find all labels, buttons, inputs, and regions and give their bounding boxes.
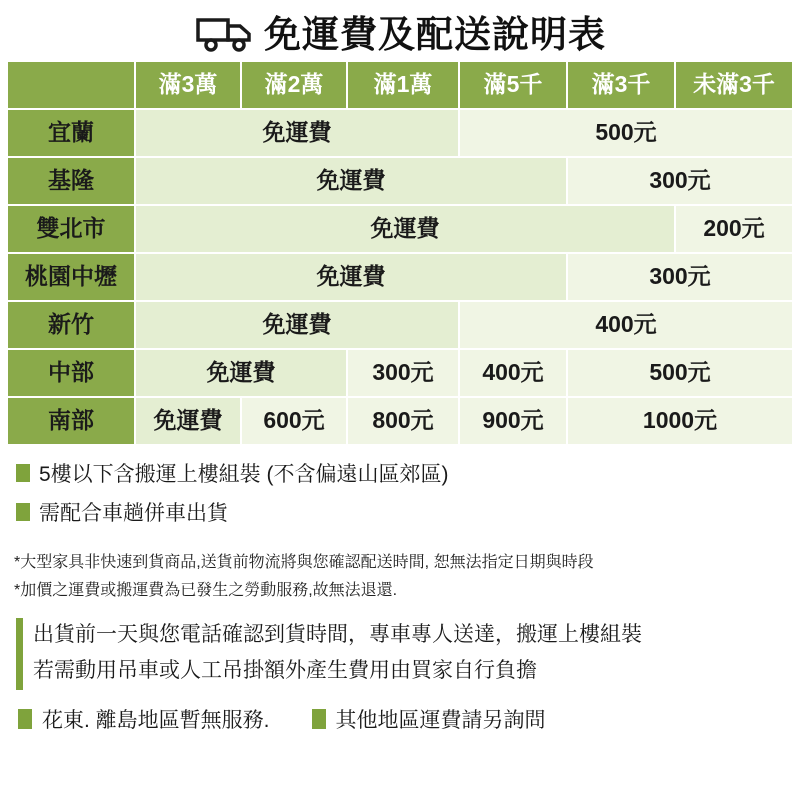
- row-header-region: 中部: [7, 349, 135, 397]
- table-row: [7, 157, 793, 205]
- column-header-5: 未滿3千: [675, 61, 793, 109]
- square-bullet-icon: [18, 709, 32, 729]
- table-row: [7, 109, 793, 157]
- column-header-3: 滿5千: [459, 61, 567, 109]
- row-header-region: 南部: [7, 397, 135, 445]
- note-item: [16, 458, 800, 488]
- table-cell: 500元: [459, 109, 793, 157]
- table-cell: 300元: [567, 253, 793, 301]
- notes-list: [16, 458, 800, 527]
- table-cell: 免運費: [135, 301, 459, 349]
- table-cell: 1000元: [567, 397, 793, 445]
- table-corner-cell: [7, 61, 135, 109]
- footer-right-text: 其他地區運費請另詢問: [335, 709, 546, 732]
- square-bullet-icon: [16, 464, 30, 482]
- table-cell: 免運費: [135, 109, 459, 157]
- table-cell: 免運費: [135, 205, 675, 253]
- table-row: [7, 205, 793, 253]
- table-row: [7, 349, 793, 397]
- highlight-line: 出貨前一天與您電話確認到貨時間，專車專人送達，搬運上樓組裝: [33, 623, 642, 646]
- note-text: 需配合車趟併車出貨: [39, 502, 228, 525]
- square-bullet-icon: [312, 709, 326, 729]
- table-cell: 400元: [459, 301, 793, 349]
- smallprint-block: [14, 549, 800, 600]
- highlight-line: 若需動用吊車或人工吊掛額外產生費用由買家自行負擔: [33, 659, 537, 682]
- table-cell: 免運費: [135, 157, 567, 205]
- table-header-row: [7, 61, 793, 109]
- column-header-2: 滿1萬: [347, 61, 459, 109]
- smallprint-line: *加價之運費或搬運費為已發生之勞動服務,故無法退還.: [14, 582, 398, 599]
- vertical-bar-accent: [16, 618, 23, 690]
- note-item: [16, 497, 800, 527]
- note-text: 5樓以下含搬運上樓組裝 (不含偏遠山區郊區): [39, 463, 449, 486]
- row-header-region: 新竹: [7, 301, 135, 349]
- column-header-4: 滿3千: [567, 61, 675, 109]
- column-header-1: 滿2萬: [241, 61, 347, 109]
- square-bullet-icon: [16, 503, 30, 521]
- delivery-truck-icon: [194, 14, 254, 54]
- table-cell: 免運費: [135, 253, 567, 301]
- highlight-block: [16, 618, 800, 690]
- row-header-region: 宜蘭: [7, 109, 135, 157]
- table-cell: 200元: [675, 205, 793, 253]
- table-cell: 600元: [241, 397, 347, 445]
- table-row: [7, 301, 793, 349]
- page-title-bar: [0, 0, 800, 58]
- table-cell: 500元: [567, 349, 793, 397]
- table-cell: 免運費: [135, 349, 347, 397]
- table-cell: 免運費: [135, 397, 241, 445]
- footer-left-text: 花東. 離島地區暫無服務.: [42, 709, 270, 732]
- table-row: [7, 253, 793, 301]
- row-header-region: 基隆: [7, 157, 135, 205]
- shipping-fee-table: [6, 60, 794, 446]
- page-title: 免運費及配送說明表: [264, 13, 606, 55]
- table-cell: 400元: [459, 349, 567, 397]
- footer-notes: [18, 704, 800, 734]
- table-cell: 300元: [567, 157, 793, 205]
- table-cell: 800元: [347, 397, 459, 445]
- smallprint-line: *大型家具非快速到貨商品,送貨前物流將與您確認配送時間, 恕無法指定日期與時段: [14, 554, 594, 571]
- column-header-0: 滿3萬: [135, 61, 241, 109]
- table-row: [7, 397, 793, 445]
- row-header-region: 桃園中壢: [7, 253, 135, 301]
- table-cell: 900元: [459, 397, 567, 445]
- row-header-region: 雙北市: [7, 205, 135, 253]
- table-cell: 300元: [347, 349, 459, 397]
